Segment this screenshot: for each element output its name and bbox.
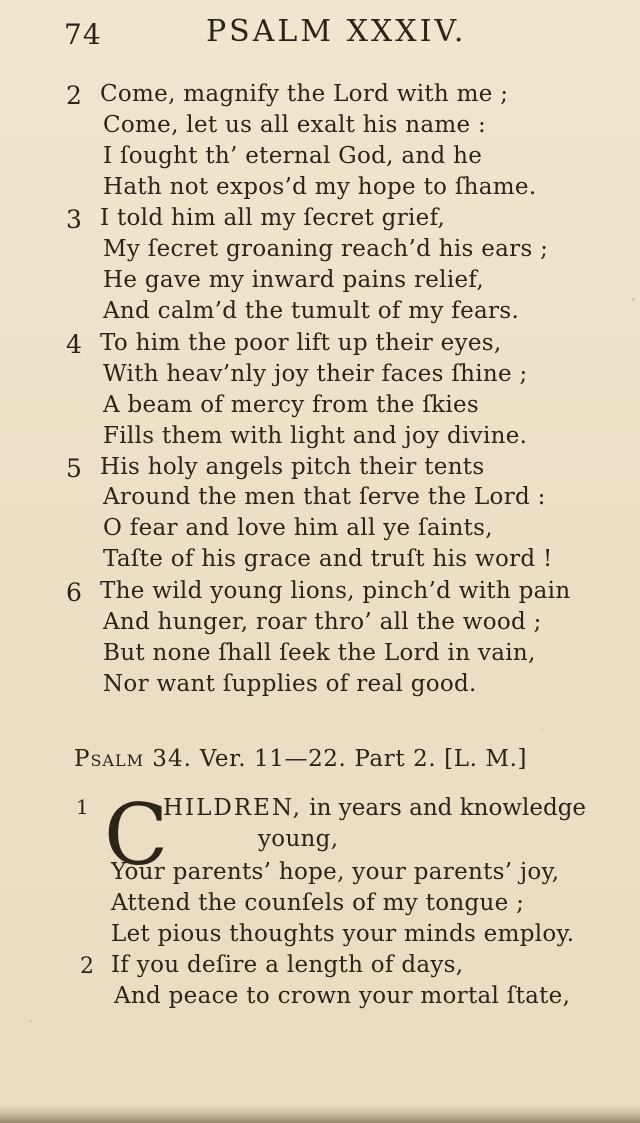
- verse-line: And calm’d the tumult of my fears.: [103, 298, 520, 324]
- stanza-number: 5: [66, 454, 82, 483]
- verse-line: [163, 795, 586, 821]
- verse-line: His holy angels pitch their tents: [100, 454, 485, 480]
- first-line-rest: in years and knowledge: [301, 795, 587, 821]
- verse-line: Fills them with light and joy divine.: [103, 423, 528, 449]
- verse-line: I ſought th’ eternal God, and he: [103, 143, 483, 169]
- running-head: PSALM XXXIV.: [206, 14, 467, 49]
- verse-line: But none ſhall ſeek the Lord in vain,: [103, 640, 536, 666]
- verse-line: O fear and love him all ye ſaints,: [103, 515, 493, 541]
- verse-line: And peace to crown your mortal ſtate,: [114, 983, 571, 1009]
- verse-line: Nor want ſupplies of real good.: [103, 671, 477, 697]
- heading-verses: Ver. 11—22.: [199, 746, 347, 772]
- verse-line: Taſte of his grace and truſt his word !: [103, 546, 553, 572]
- first-word: HILDREN,: [163, 795, 302, 821]
- verse-line: Your parents’ hope, your parents’ joy,: [111, 859, 560, 885]
- heading-meter: [L. M.]: [444, 746, 528, 772]
- stanza-number: 6: [66, 578, 82, 607]
- heading-psalm: Psalm 34.: [74, 746, 192, 772]
- verse-line: The wild young lions, pinch’d with pain: [100, 578, 571, 604]
- section-heading: [74, 746, 527, 772]
- stanza-number: 3: [66, 205, 82, 234]
- stanza-number: 2: [66, 81, 82, 110]
- verse-line: With heav’nly joy their faces ſhine ;: [103, 361, 528, 387]
- paper-speckle: [541, 729, 543, 731]
- page-edge-shadow: [0, 1105, 640, 1123]
- verse-line: To him the poor lift up their eyes,: [100, 330, 502, 356]
- verse-line: A beam of mercy from the ſkies: [103, 392, 480, 418]
- verse-line-continuation: young,: [258, 826, 339, 852]
- verse-line: Hath not expos’d my hope to ſhame.: [103, 174, 537, 200]
- verse-line: Come, magnify the Lord with me ;: [100, 81, 509, 107]
- verse-line: Come, let us all exalt his name :: [103, 112, 487, 138]
- verse-line: Attend the counſels of my tongue ;: [111, 890, 525, 916]
- heading-part: Part 2.: [354, 746, 437, 772]
- stanza-number: 2: [80, 954, 94, 979]
- verse-line: Around the men that ſerve the Lord :: [103, 484, 546, 510]
- stanza-number: 1: [76, 795, 89, 819]
- verse-line: Let pious thoughts your minds employ.: [111, 921, 575, 947]
- verse-line: I told him all my ſecret grief,: [100, 205, 446, 231]
- paper-speckle: [30, 1020, 33, 1022]
- verse-line: And hunger, roar thro’ all the wood ;: [103, 609, 542, 635]
- verse-line: My ſecret groaning reach’d his ears ;: [103, 236, 549, 262]
- page-number: 74: [64, 18, 102, 51]
- paper-speckle: [632, 298, 635, 301]
- verse-line: If you deſire a length of days,: [111, 952, 464, 978]
- stanza-number: 4: [66, 330, 82, 359]
- verse-line: He gave my inward pains relief,: [103, 267, 484, 293]
- drop-cap: C: [104, 786, 169, 884]
